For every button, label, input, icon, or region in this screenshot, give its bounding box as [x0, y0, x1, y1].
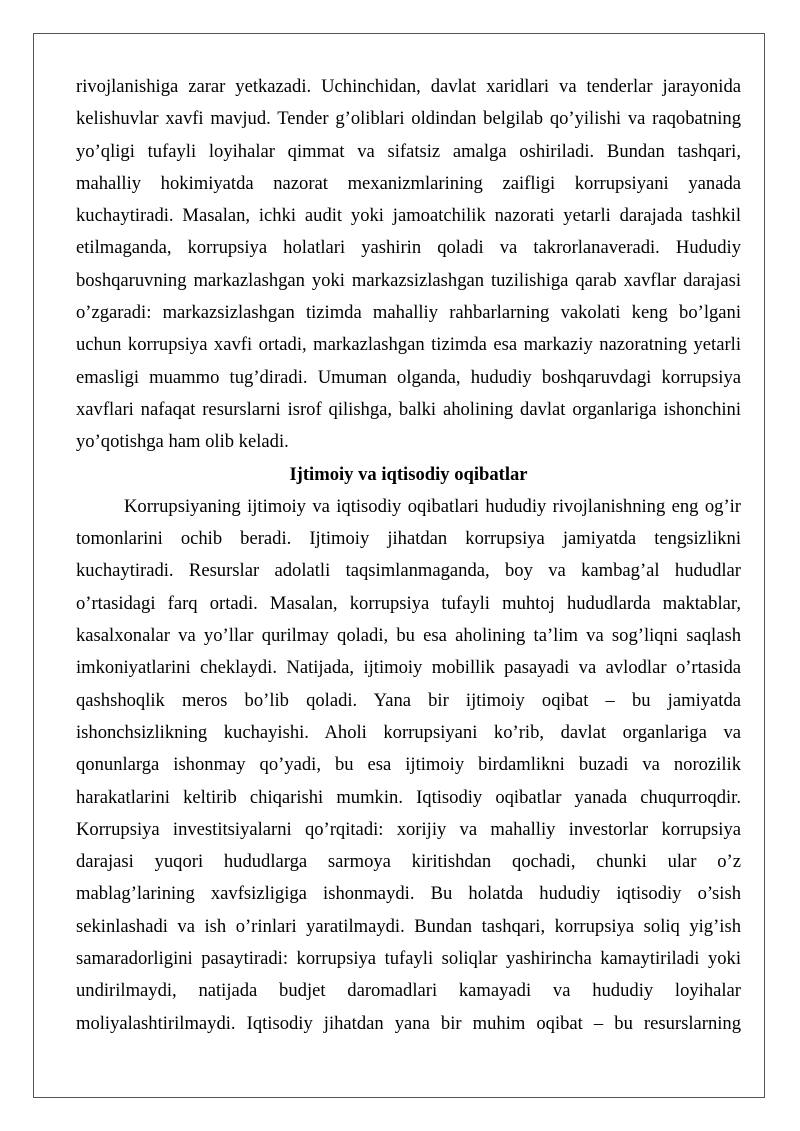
text-line: mablag’larining xavfsizligiga ishonmaydi. Bu holatda hududiy iqtisodiy o’sish — [76, 883, 741, 905]
text-line: qashshoqlik meros bo’lib qoladi. Yana bir ijtimoiy oqibat – bu jamiyatda — [76, 689, 741, 711]
text-line: etilmaganda, korrupsiya holatlari yashirin qoladi va takrorlanaveradi. Hududiy — [76, 237, 741, 259]
text-line: darajasi yuqori hududlarga sarmoya kiritishdan qochadi, chunki ular o’z — [76, 851, 741, 873]
text-line: Korrupsiya investitsiyalarni qo’rqitadi: xorijiy va mahalliy investorlar korrupsiya — [76, 818, 741, 840]
text-line: yo’qligi tufayli loyihalar qimmat va sifatsiz amalga oshiriladi. Bundan tashqari, — [76, 140, 741, 162]
text-line: samaradorligini pasaytiradi: korrupsiya tufayli soliqlar yashirincha kamaytiriladi yoki — [76, 948, 741, 970]
text-line: kasalxonalar va yo’llar qurilmay qoladi, bu esa aholining ta’lim va sog’liqni saqlash — [76, 625, 741, 647]
paragraph-2 — [76, 491, 741, 1040]
text-line: tomonlarini ochib beradi. Ijtimoiy jihatdan korrupsiya jamiyatda tengsizlikni — [76, 528, 741, 550]
text-line: undirilmaydi, natijada budjet daromadlari kamayadi va hududiy loyihalar — [76, 980, 741, 1002]
text-line: o’zgaradi: markazsizlashgan tizimda mahalliy rahbarlarning vakolati keng bo’lgani — [76, 302, 741, 324]
section-heading: Ijtimoiy va iqtisodiy oqibatlar — [289, 463, 528, 485]
text-line: rivojlanishiga zarar yetkazadi. Uchinchidan, davlat xaridlari va tenderlar jarayonida — [76, 76, 741, 97]
text-line: xavflari nafaqat resurslarni isrof qilishga, balki aholining davlat organlariga ishonchini — [76, 398, 741, 420]
paragraph-1 — [76, 71, 741, 459]
text-line: boshqaruvning markazlashgan yoki markazsizlashgan tuzilishiga qarab xavflar darajasi — [76, 269, 741, 291]
text-line: ishonchsizlikning kuchayishi. Aholi korrupsiyani ko’rib, davlat organlariga va — [76, 721, 741, 743]
text-line: Korrupsiyaning ijtimoiy va iqtisodiy oqibatlari hududiy rivojlanishning eng og’ir — [124, 495, 741, 517]
text-line: kelishuvlar xavfi mavjud. Tender g’oliblari oldindan belgilab qo’yilishi va raqobatning — [76, 108, 741, 130]
text-line: yo’qotishga ham olib keladi. — [76, 431, 289, 453]
document-body — [76, 71, 741, 1040]
text-line: emasligi muammo tug’diradi. Umuman olganda, hududiy boshqaruvdagi korrupsiya — [76, 366, 741, 388]
text-line: mahalliy hokimiyatda nazorat mexanizmlarining zaifligi korrupsiyani yanada — [76, 172, 741, 194]
text-line: kuchaytiradi. Resurslar adolatli taqsimlanmaganda, boy va kambag’al hududlar — [76, 560, 741, 582]
text-line: imkoniyatlarini cheklaydi. Natijada, ijtimoiy mobillik pasayadi va avlodlar o’rtasida — [76, 657, 741, 679]
text-line: qonunlarga ishonmay qo’yadi, bu esa ijtimoiy birdamlikni buzadi va norozilik — [76, 754, 741, 776]
text-line: moliyalashtirilmaydi. Iqtisodiy jihatdan yana bir muhim oqibat – bu resurslarning — [76, 1012, 741, 1034]
text-line: kuchaytiradi. Masalan, ichki audit yoki jamoatchilik nazorati yetarli darajada tashkil — [76, 205, 741, 227]
text-line: o’rtasidagi farq ortadi. Masalan, korrupsiya tufayli muhtoj hududlarda maktablar, — [76, 592, 741, 614]
text-line: harakatlarini keltirib chiqarishi mumkin. Iqtisodiy oqibatlar yanada chuqurroqdir. — [76, 786, 741, 808]
text-line: uchun korrupsiya xavfi ortadi, markazlashgan tizimda esa markaziy nazoratning yetarli — [76, 334, 741, 356]
text-line: sekinlashadi va ish o’rinlari yaratilmaydi. Bundan tashqari, korrupsiya soliq yig’ish — [76, 915, 741, 937]
